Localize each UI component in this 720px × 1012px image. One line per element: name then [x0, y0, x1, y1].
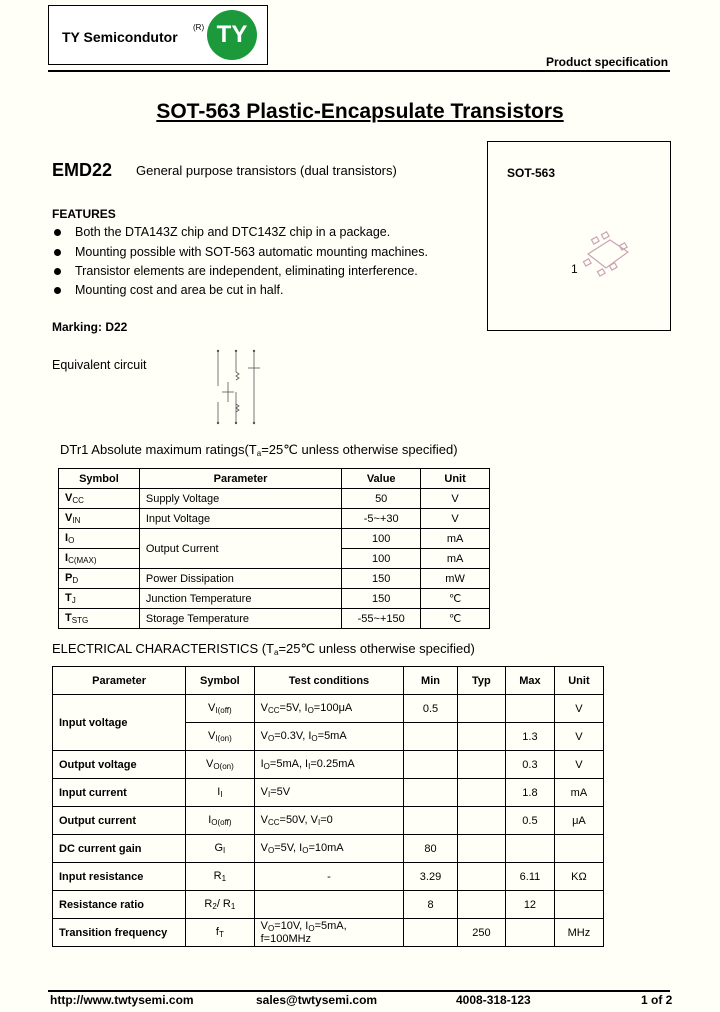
unit-cell: V [554, 751, 603, 779]
value-cell: 150 [342, 589, 421, 609]
equivalent-circuit-label: Equivalent circuit [52, 358, 147, 372]
symbol-cell: $I_{O(off)}$ [186, 807, 254, 835]
marking-label: Marking: D22 [52, 320, 128, 334]
table-row [53, 695, 604, 723]
unit-cell: MHz [554, 919, 603, 947]
col-header: Unit [554, 667, 603, 695]
parameter-cell: Input Voltage [139, 509, 341, 529]
col-header: Symbol [59, 469, 140, 489]
value-cell: 100 [342, 529, 421, 549]
parameter-cell: Supply Voltage [139, 489, 341, 509]
footer-page-number: 1 of 2 [641, 993, 673, 1007]
table-row [59, 589, 490, 609]
min-cell: 8 [404, 891, 458, 919]
typ-cell [457, 723, 505, 751]
parameter-cell: Output Current [139, 529, 341, 569]
bullet-icon [54, 287, 61, 294]
max-cell: 1.3 [506, 723, 555, 751]
max-cell: 0.3 [506, 751, 555, 779]
symbol-cell: $V_{I(on)}$ [186, 723, 254, 751]
table-row [53, 835, 604, 863]
parameter-cell: Power Dissipation [139, 569, 341, 589]
col-header: Symbol [186, 667, 254, 695]
symbol-cell: $V_{O(on)}$ [186, 751, 254, 779]
unit-cell: μA [554, 807, 603, 835]
table-row [59, 569, 490, 589]
table-row [53, 779, 604, 807]
typ-cell: 250 [457, 919, 505, 947]
elec-title: ELECTRICAL CHARACTERISTICS ($T_a=25℃$ unless otherwise specified) [52, 641, 475, 657]
min-cell: 80 [404, 835, 458, 863]
col-header: Test conditions [254, 667, 404, 695]
unit-cell: V [554, 695, 603, 723]
conditions-cell: $V_{CC}=5V$, $I_O=100\mu A$ [254, 695, 404, 723]
table-row [53, 891, 604, 919]
table-row [53, 919, 604, 947]
unit-cell: ℃ [421, 589, 490, 609]
registered-mark: (R) [193, 23, 205, 32]
unit-cell: V [421, 509, 490, 529]
value-cell: 50 [342, 489, 421, 509]
parameter-cell: Junction Temperature [139, 589, 341, 609]
max-cell [506, 695, 555, 723]
table-header-row [53, 667, 604, 695]
symbol-cell: $V_{IN}$ [59, 509, 140, 529]
conditions-cell: $V_O=5V$, $I_O=10mA$ [254, 835, 404, 863]
logo-icon: TY [207, 10, 257, 60]
equivalent-circuit-icon [208, 346, 268, 428]
typ-cell [457, 751, 505, 779]
col-header: Parameter [139, 469, 341, 489]
table-row [59, 509, 490, 529]
max-cell: 6.11 [506, 863, 555, 891]
min-cell: 3.29 [404, 863, 458, 891]
typ-cell [457, 779, 505, 807]
symbol-cell: $I_I$ [186, 779, 254, 807]
table-row [53, 807, 604, 835]
abs-max-table [58, 468, 490, 629]
feature-item: Mounting possible with SOT-563 automatic mounting machines. [52, 245, 428, 259]
parameter-cell: DC current gain [53, 835, 186, 863]
conditions-cell: $I_O=5mA$, $I_I=0.25mA$ [254, 751, 404, 779]
symbol-cell: $R_2/$ $R_1$ [186, 891, 254, 919]
value-cell: -55~+150 [342, 609, 421, 629]
min-cell [404, 919, 458, 947]
table-row [59, 489, 490, 509]
typ-cell [457, 863, 505, 891]
col-header: Max [506, 667, 555, 695]
conditions-cell: $V_I=5V$ [254, 779, 404, 807]
typ-cell [457, 807, 505, 835]
feature-item: Both the DTA143Z chip and DTC143Z chip in a package. [52, 225, 390, 239]
conditions-cell: - [254, 863, 404, 891]
bullet-icon [54, 229, 61, 236]
unit-cell: mA [421, 549, 490, 569]
symbol-cell: $I_O$ [59, 529, 140, 549]
symbol-cell: $T_{STG}$ [59, 609, 140, 629]
max-cell [506, 919, 555, 947]
typ-cell [457, 695, 505, 723]
col-header: Min [404, 667, 458, 695]
max-cell: 1.8 [506, 779, 555, 807]
parameter-cell: Resistance ratio [53, 891, 186, 919]
symbol-cell: $P_D$ [59, 569, 140, 589]
unit-cell: KΩ [554, 863, 603, 891]
max-cell [506, 835, 555, 863]
min-cell [404, 779, 458, 807]
symbol-cell: $G_I$ [186, 835, 254, 863]
unit-cell: mA [554, 779, 603, 807]
pin-one-label: 1 [571, 262, 578, 276]
max-cell: 0.5 [506, 807, 555, 835]
table-row [59, 609, 490, 629]
part-number: EMD22 [52, 160, 113, 180]
unit-cell: ℃ [421, 609, 490, 629]
features-heading: FEATURES [52, 207, 116, 221]
col-header: Value [342, 469, 421, 489]
conditions-cell: $V_O=0.3V$, $I_O=5mA$ [254, 723, 404, 751]
conditions-cell: $V_O=10V$, $I_O=5mA$, f=100MHz [254, 919, 404, 947]
parameter-cell: Transition frequency [53, 919, 186, 947]
footer-email-link[interactable]: sales@twtysemi.com [256, 993, 378, 1007]
unit-cell: V [554, 723, 603, 751]
col-header: Typ [457, 667, 505, 695]
symbol-cell: $I_{C(MAX)}$ [59, 549, 140, 569]
table-row [59, 529, 490, 549]
col-header: Parameter [53, 667, 186, 695]
unit-cell [554, 891, 603, 919]
footer-divider [48, 990, 670, 992]
typ-cell [457, 835, 505, 863]
symbol-cell: $V_{I(off)}$ [186, 695, 254, 723]
min-cell [404, 807, 458, 835]
unit-cell: mW [421, 569, 490, 589]
conditions-cell: $V_{CC}=50V$, $V_I=0$ [254, 807, 404, 835]
bullet-icon [54, 249, 61, 256]
parameter-cell: Output current [53, 807, 186, 835]
min-cell [404, 751, 458, 779]
symbol-cell: $R_1$ [186, 863, 254, 891]
symbol-cell: $V_{CC}$ [59, 489, 140, 509]
brand-name: TY Semicondutor [62, 29, 178, 45]
table-header-row [59, 469, 490, 489]
feature-item: Mounting cost and area be cut in half. [52, 283, 283, 297]
package-label: SOT-563 [507, 166, 556, 180]
max-cell: 12 [506, 891, 555, 919]
part-description: General purpose transistors (dual transistors) [136, 163, 397, 178]
bullet-icon [54, 268, 61, 275]
unit-cell: mA [421, 529, 490, 549]
header-divider [48, 70, 670, 72]
col-header: Unit [421, 469, 490, 489]
value-cell: -5~+30 [342, 509, 421, 529]
electrical-characteristics-table [52, 666, 604, 947]
footer-website-link[interactable]: http://www.twtysemi.com [50, 993, 194, 1007]
unit-cell: V [421, 489, 490, 509]
table-row [53, 863, 604, 891]
feature-item: Transistor elements are independent, eliminating interference. [52, 264, 418, 278]
package-outline-icon [580, 230, 636, 282]
parameter-cell: Storage Temperature [139, 609, 341, 629]
value-cell: 100 [342, 549, 421, 569]
parameter-cell: Output voltage [53, 751, 186, 779]
abs-max-title: DTr1 Absolute maximum $ratings(T_a=25℃$ unless otherwise specified) [60, 442, 458, 458]
min-cell [404, 723, 458, 751]
page-title: SOT-563 Plastic-Encapsulate Transistors [156, 100, 564, 123]
parameter-cell: Input voltage [53, 695, 186, 751]
table-row [53, 751, 604, 779]
symbol-cell: $T_J$ [59, 589, 140, 609]
symbol-cell: $f_T$ [186, 919, 254, 947]
min-cell: 0.5 [404, 695, 458, 723]
conditions-cell [254, 891, 404, 919]
unit-cell [554, 835, 603, 863]
footer-phone: 4008-318-123 [456, 993, 531, 1007]
parameter-cell: Input resistance [53, 863, 186, 891]
product-spec-label: Product specification [546, 55, 669, 69]
value-cell: 150 [342, 569, 421, 589]
typ-cell [457, 891, 505, 919]
parameter-cell: Input current [53, 779, 186, 807]
